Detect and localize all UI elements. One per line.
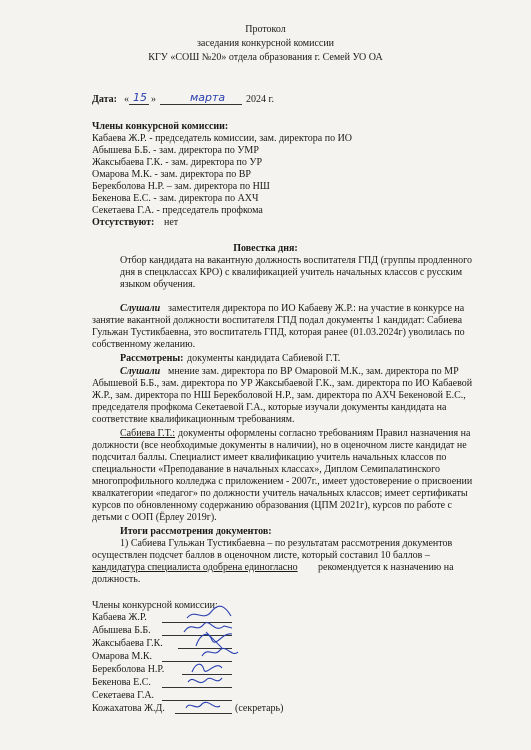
heard-line: Гульжан Тустикбаевна, это воспитатель ГПД, которая ранее (01.03.2024г) уволилась по: [92, 327, 465, 338]
date-month-line: [160, 104, 242, 105]
candidate-line: квалкатегории «педагог» по должности учитель начальных классов; имеет сертификаты: [92, 488, 468, 499]
signatures-title: Члены конкурсной комиссии:: [92, 600, 218, 611]
candidate-name: Сабиева Г.Т.:: [120, 428, 176, 439]
heard-line: собственному желанию.: [92, 339, 196, 350]
signatory-name: Кабаева Ж.Р.: [92, 612, 147, 623]
results-line: осуществлен подсчет баллов в оценочном листе, который составил 10 баллов –: [92, 550, 430, 561]
signatory-name: Кожахатова Ж.Д.: [92, 703, 165, 714]
member-line: Кабаева Ж.Р. - председатель комиссии, зам. директора по ИО: [92, 133, 353, 144]
member-line: Жаксыбаева Г.К. - зам. директора по УР: [92, 157, 263, 168]
secretary-note: (секретарь): [235, 703, 284, 714]
results-line: рекомендуется к назначению на: [318, 562, 454, 573]
agenda-line: дня в спецклассах КРО) с квалификацией учитель начальных классов с русским: [120, 267, 463, 278]
heard2-line: Абышевой Б.Б., зам. директора по УР Жаксыбаевой Г.К., зам. директора по ИО Кабаевой: [92, 378, 473, 389]
heard2-line: Ж.Р., зам. директора по НШ Берекболовой Н.Р., зам. директора по АХЧ Бекеновой Е.С.,: [92, 390, 466, 401]
date-label: Дата:: [92, 94, 117, 105]
candidate-line: специальности «Преподавание в начальных классах», Диплом Семипалатинского: [92, 464, 441, 475]
candidate-line: подсчитал баллы. Специалист имеет квалификацию учитель начальных классов по: [92, 452, 447, 463]
candidate-line: многопрофильного колледжа с приложением - 2007г., имеет удостоверение о присвоении: [92, 476, 473, 487]
candidate-line: курсов по обновленному содержанию образования (ЦПМ 2021г), курсов по работе с: [92, 500, 452, 511]
date-quote-close: »: [151, 94, 156, 105]
signatory-name: Жаксыбаева Г.К.: [92, 638, 163, 649]
candidate-line: документы оформлены согласно требованиям Правил назначения на: [178, 428, 471, 439]
doc-subtitle: заседания конкурсной комиссии: [196, 38, 335, 49]
candidate-line: детьми с ООП (Ёрлеу 2019г).: [92, 512, 217, 523]
member-line: Бекенова Е.С. - зам. директора по АХЧ: [92, 193, 259, 204]
results-line: должность.: [92, 574, 141, 585]
date-day-line: [129, 104, 149, 105]
date-year: 2024 г.: [246, 94, 274, 105]
member-line: Берекболова Н.Р. – зам. директора по НШ: [92, 181, 270, 192]
date-day: 15: [133, 91, 147, 104]
member-line: Омарова М.К. - зам. директора по ВР: [92, 169, 251, 180]
member-line: Секетаева Г.А. - председатель профкома: [92, 205, 263, 216]
member-line: Абышева Б.Б. - зам. директора по УМР: [92, 145, 259, 156]
signatory-name: Омарова М.К.: [92, 651, 153, 662]
date-month: марта: [190, 91, 226, 104]
results-line: 1) Сабиева Гульжан Тустикбаевна – по результатам рассмотрения документов: [120, 538, 453, 549]
heard-line: занятие вакантной должности воспитателя ГПД подал документы 1 кандидат: Сабиева: [92, 315, 463, 326]
handwritten-signature: [186, 672, 226, 690]
handwritten-signature: [184, 698, 224, 714]
heard-label: Слушали: [120, 303, 161, 314]
results-title: Итоги рассмотрения документов:: [120, 526, 272, 537]
heard2-line: председателя профкома Секетаевой Г.А., которые изучали документы кандидата на: [92, 402, 447, 413]
signatory-name: Секетаева Г.А.: [92, 690, 155, 701]
results-approved: кандидатура специалиста одобрена единогласно: [92, 562, 298, 573]
reviewed-text: документы кандидата Сабиевой Г.Т.: [187, 353, 341, 364]
agenda-line: Отбор кандидата на вакантную должность воспитателя ГПД (группы продленного: [120, 255, 472, 266]
members-title: Члены конкурсной комиссии:: [92, 121, 229, 132]
heard2-line: мнение зам. директора по ВР Омаровой М.К., зам. директора по МР: [168, 366, 459, 377]
reviewed-label: Рассмотрены:: [120, 353, 184, 364]
date-quote-open: «: [124, 94, 129, 105]
absent-value: нет: [164, 217, 179, 228]
signatory-name: Берекболова Н.Р.: [92, 664, 165, 675]
signatory-name: Бекенова Е.С.: [92, 677, 151, 688]
signatory-name: Абышева Б.Б.: [92, 625, 151, 636]
agenda-line: языком обучения.: [120, 279, 196, 290]
doc-title: Протокол: [245, 24, 286, 35]
heard-line: заместителя директора по ИО Кабаеву Ж.Р.: на участие в конкурсе на: [168, 303, 465, 314]
heard2-label: Слушали: [120, 366, 161, 377]
agenda-title: Повестка дня:: [233, 243, 298, 254]
heard2-line: соответствие квалификационным требованиям.: [92, 414, 295, 425]
organization-name: КГУ «СОШ №20» отдела образования г. Семей УО ОА: [148, 52, 383, 63]
absent-label: Отсутствуют:: [92, 217, 155, 228]
candidate-line: должности (все необходимые документы в наличии), но в оценочном листе кандидат не: [92, 440, 467, 451]
